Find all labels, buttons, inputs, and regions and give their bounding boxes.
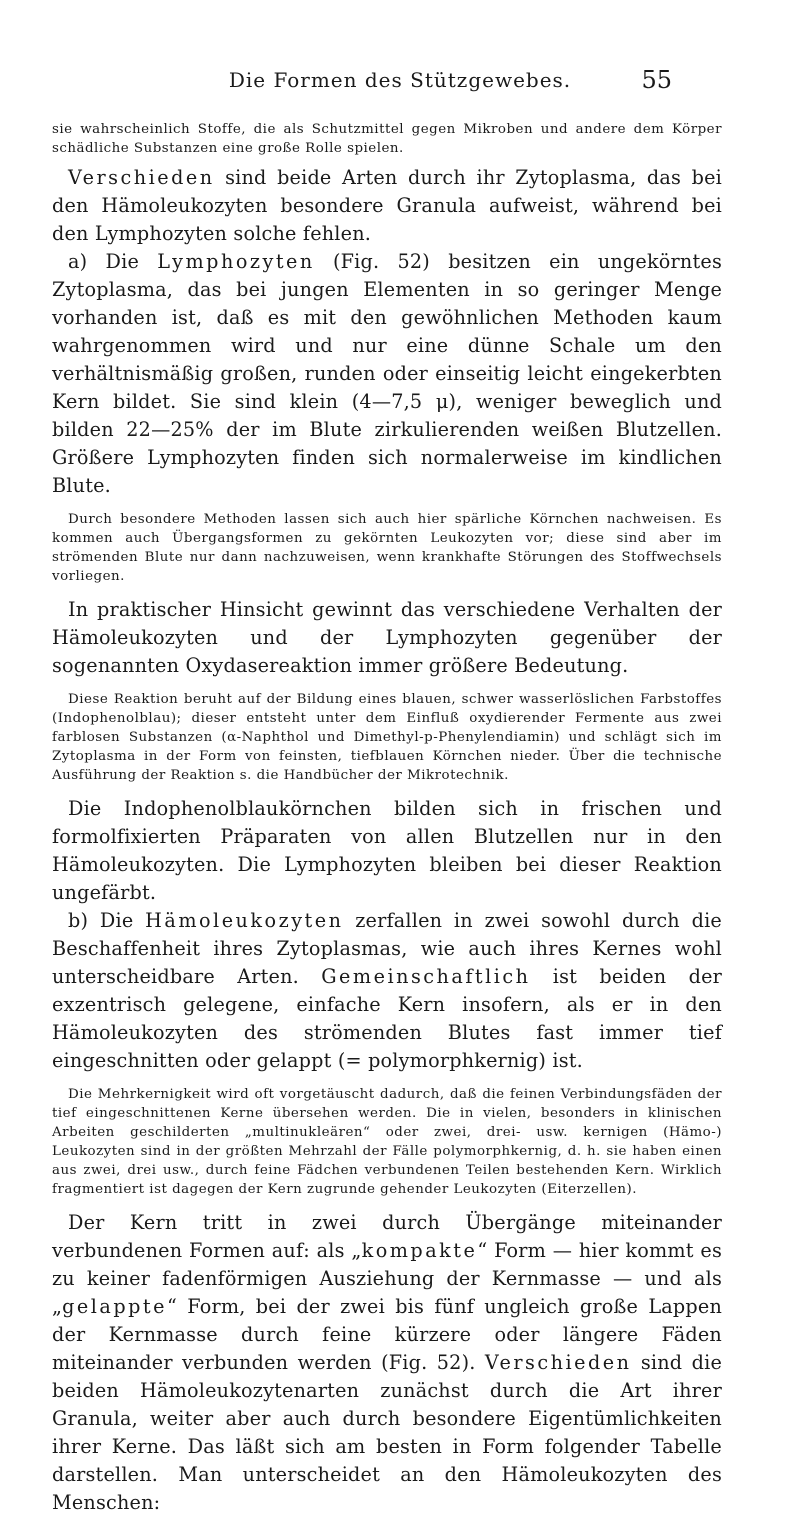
emphasis-gelappte: gelappte	[62, 1295, 167, 1318]
note-koernchen: Durch besondere Methoden lassen sich auch hier spärliche Körnchen nachweisen. Es kommen auch Übergangsformen zu gekörnten Leukozyten vor; diese sind aber im strömenden Blute nur dann nachzuweisen, wenn krankhafte Störungen des Stoffwechsels vorliegen.	[52, 512, 722, 584]
note-reaktion: Diese Reaktion beruht auf der Bildung eines blauen, schwer wasserlöslichen Farbstoffes (Indophenolblau); dieser entsteht unter dem Einfluß oxydierender Fermente aus zwei farblosen Substanzen (α-Naphthol und Dimethyl-p-Phenylendiamin) und schlägt sich im Zytoplasma in der Form von feinsten, tiefblauen Körnchen nieder. Über die technische Ausführung der Reaktion s. die Handbücher der Mikrotechnik.	[52, 692, 722, 783]
paragraph-lymphozyten: a) Die Lymphozyten (Fig. 52) besitzen ein ungekörntes Zytoplasma, das bei jungen Elementen in so geringer Menge vorhanden ist, daß es mit den gewöhnlichen Methoden kaum wahrgenommen wird und nur eine dünne Schale um den verhältnismäßig großen, runden oder einseitig leicht eingekerbten Kern bildet. Sie sind klein (4—7,5 μ), weniger beweglich und bilden 22—25% der im Blute zirkulierenden weißen Blutzellen. Größere Lymphozyten finden sich normalerweise im kindlichen Blute.	[52, 250, 722, 497]
paragraph-2: Verschieden sind beide Arten durch ihr Zytoplasma, das bei den Hämoleukozyten besondere Granula aufweist, während bei den Lymphozyten solche fehlen.	[52, 166, 722, 245]
page-number: 55	[641, 66, 672, 94]
emphasis-verschieden-2: Verschieden	[484, 1351, 632, 1374]
emphasis-lymphozyten: Lymphozyten	[157, 250, 315, 273]
note-mehrkernigkeit: Die Mehrkernigkeit wird oft vorgetäuscht dadurch, daß die feinen Verbindungsfäden der tief eingeschnittenen Kerne übersehen werden. Die in vielen, besonders in klinischen Arbeiten geschilderten „multinukleären“ oder zwei, drei- usw. kernigen (Hämo-) Leukozyten sind in der größten Mehrzahl der Fälle polymorphkernig, d. h. sie haben einen aus zwei, drei usw., durch feine Fädchen verbundenen Teilen bestehenden Kern. Wirklich fragmentiert ist dagegen der Kern zugrunde gehender Leukozyten (Eiterzellen).	[52, 1087, 722, 1197]
emphasis-verschieden: Verschieden	[68, 166, 215, 189]
body-text	[52, 120, 722, 1517]
page-header	[0, 68, 800, 98]
emphasis-gemeinschaftlich: Gemeinschaftlich	[321, 965, 531, 988]
emphasis-haemoleukozyten: Hämoleukozyten	[145, 909, 344, 932]
running-title: Die Formen des Stützgewebes.	[228, 68, 572, 92]
paragraph-indophenol: Die Indophenolblaukörnchen bilden sich in frischen und formolfixierten Präparaten von allen Blutzellen nur in den Hämoleukozyten. Die Lymphozyten bleiben bei dieser Reaktion ungefärbt.	[52, 797, 722, 904]
emphasis-kompakte: kompakte	[361, 1239, 478, 1262]
paragraph-oxydasereaktion: In praktischer Hinsicht gewinnt das verschiedene Verhalten der Hämoleukozyten und der Lymphozyten gegenüber der sogenannten Oxydasereaktion immer größere Bedeutung.	[52, 598, 722, 677]
paragraph-kernformen: Der Kern tritt in zwei durch Übergänge miteinander verbundenen Formen auf: als „kompakte“ Form — hier kommt es zu keiner fadenförmigen Ausziehung der Kernmasse — und als „gelappte“ Form, bei der zwei bis fünf ungleich große Lappen der Kernmasse durch feine kürzere oder längere Fäden miteinander verbunden werden (Fig. 52). Verschieden sind die beiden Hämoleukozytenarten zunächst durch die Art ihrer Granula, weiter aber auch durch besondere Eigentümlichkeiten ihrer Kerne. Das läßt sich am besten in Form folgender Tabelle darstellen. Man unterscheidet an den Hämoleukozyten des Menschen:	[52, 1211, 723, 1514]
paragraph-haemoleukozyten: b) Die Hämoleukozyten zerfallen in zwei sowohl durch die Beschaffenheit ihres Zytoplasmas, wie auch ihres Kernes wohl unterscheidbare Arten. Gemeinschaftlich ist beiden der exzentrisch gelegene, einfache Kern insofern, als er in den Hämoleukozyten des strömenden Blutes fast immer tief eingeschnitten oder gelappt (= polymorphkernig) ist.	[52, 909, 722, 1072]
paragraph-1: sie wahrscheinlich Stoffe, die als Schutzmittel gegen Mikroben und andere dem Körper schädliche Substanzen eine große Rolle spielen.	[52, 122, 722, 156]
